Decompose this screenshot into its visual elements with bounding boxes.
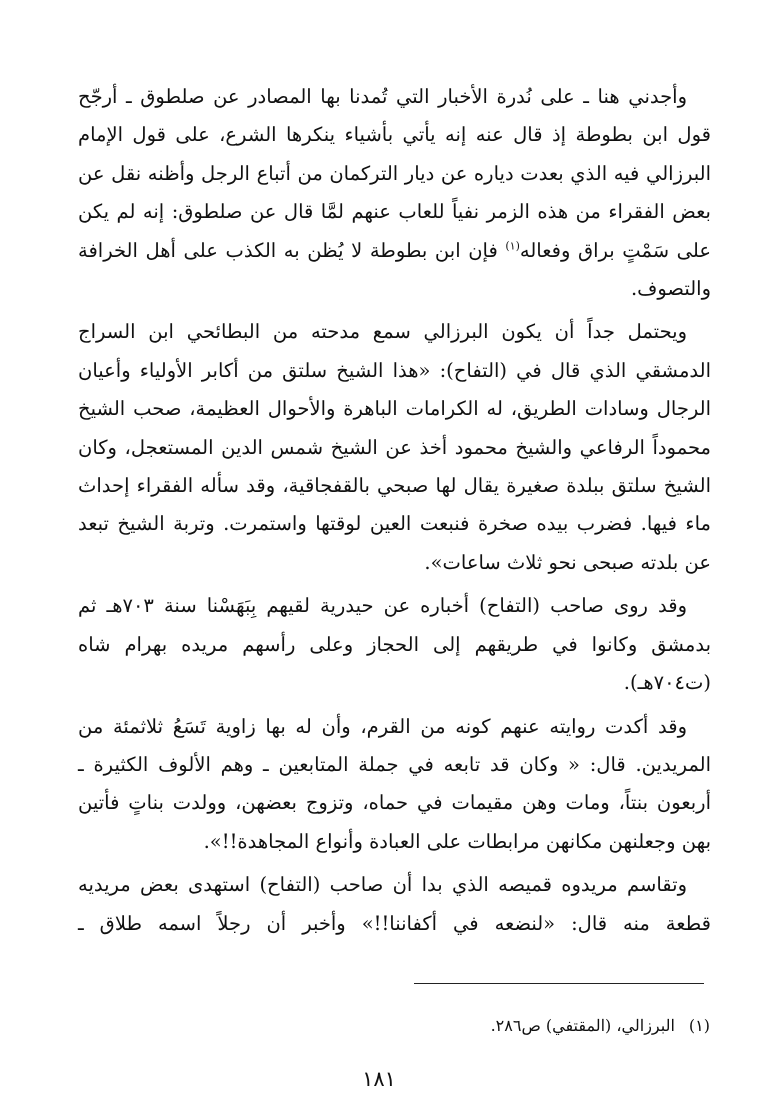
footnote-divider — [414, 983, 704, 984]
main-text-block — [78, 78, 711, 948]
paragraph-1-continuation: فإن ابن بطوطة لا يُظن به الكذب على أهل الخرافة والتصوف. — [78, 238, 711, 301]
paragraph-2: ويحتمل جداً أن يكون البرزالي سمع مدحته من البطائحي ابن السراج الدمشقي الذي قال في (التفاح): «هذا الشيخ سلتق من أكابر الأولياء وأعيان الرجال وسادات الطريق، له الكرامات الباهرة والأحوال العظيمة، صحب الشيخ محموداً الرفاعي والشيخ محمود أخذ عن الشيخ شمس الدين المستعجل، وكان الشيخ سلتق ببلدة صغيرة يقال لها صبحي بالقفجاقية، وقد سأله الفقراء إحداث ماء فيها. فضرب بيده صخرة فنبعت العين لوقتها واستمرت. وتربة الشيخ تبعد عن بلدته صبحى نحو ثلاث ساعات». — [78, 320, 712, 574]
paragraph-4: وقد أكدت روايته عنهم كونه من القرم، وأن له بها زاوية تَسَعُ ثلاثمئة من المريدين. قال: « وكان قد تابعه في جملة المتابعين ـ وهم الألوف الكثيرة ـ أربعون بنتاً، ومات وهن مقيمات في حماه، وتزوج بعضهن، وولدت بناتٍ فأتين بهن وجعلنهن مكانهن مرابطات على العبادة وأنواع المجاهدة!!». — [78, 714, 711, 853]
footnote-text: البرزالي، (المقتفي) ص٢٨٦. — [490, 1016, 675, 1035]
paragraph-3: وقد روى صاحب (التفاح) أخباره عن حيدرية لقيهم بِبَهَسْنا سنة ٧٠٣هـ ثم بدمشق وكانوا في طريقهم إلى الحجاز وعلى رأسهم مريده بهرام شاه (ت٧٠٤هـ). — [78, 594, 711, 695]
footnote-number: (١) — [688, 1016, 710, 1035]
paragraph-5: وتقاسم مريدوه قميصه الذي بدا أن صاحب (التفاح) استهدى بعض مريديه قطعة منه قال: «لنضعه في أكفاننا!!» وأخبر أن رجلاً اسمه طلاق ـ — [78, 873, 711, 935]
footnote-reference[interactable]: (١) — [505, 239, 520, 253]
page-number: ١٨١ — [362, 1067, 396, 1091]
paragraph-1-text: وأجدني هنا ـ على نُدرة الأخبار التي تُمدنا بها المصادر عن صلطوق ـ أرجّح قول ابن بطوطة إذ قال عنه إنه يأتي بأشياء ينكرها الشرع، على قول الإمام البرزالي فيه الذي بعدت دياره عن ديار التركمان من أتباع الرجل وأظنه نقل عن بعض الفقراء من هذه الزمر نفياً للعاب عنهم لمَّا قال عن صلطوق: إنه لم يكن على سَمْتٍ براق وفعاله — [78, 85, 711, 262]
paragraph-1 — [78, 78, 711, 308]
footnote — [491, 1015, 710, 1037]
